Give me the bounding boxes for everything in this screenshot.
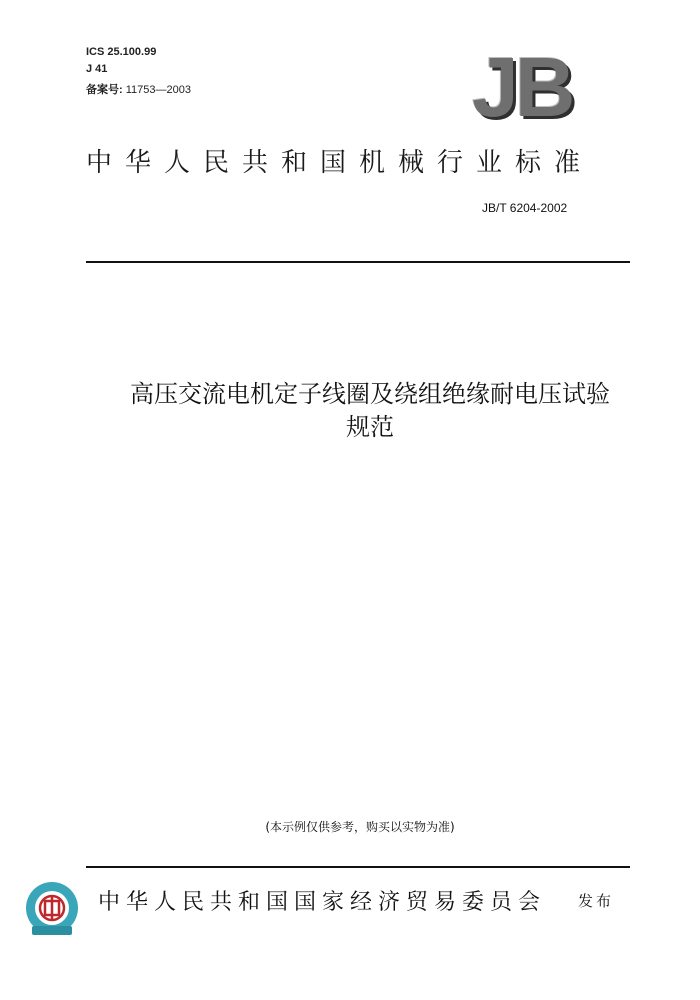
- filing-number: [86, 81, 191, 97]
- ics-code: ICS 25.100.99: [86, 46, 157, 58]
- standard-number: JB/T 6204-2002: [482, 201, 568, 215]
- standard-title: 中华人民共和国机械行业标准: [86, 148, 594, 178]
- filing-label: 备案号:: [86, 84, 123, 96]
- seal-icon: [24, 880, 80, 940]
- disclaimer: (本示例仅供参考，购买以实物为准): [265, 820, 455, 834]
- issuing-authority: 中华人民共和国国家经济贸易委员会: [98, 890, 547, 915]
- filing-value: 11753—2003: [125, 84, 191, 96]
- top-divider: [86, 261, 630, 263]
- document-title-line2: 规范: [346, 413, 394, 441]
- document-title-line1: 高压交流电机定子线圈及绕组绝缘耐电压试验: [130, 380, 610, 408]
- bottom-divider: [86, 866, 630, 868]
- jb-logo: JB: [472, 40, 572, 134]
- document-title: [40, 378, 700, 444]
- classification-code: J 41: [86, 63, 108, 75]
- issue-label: 发布: [578, 892, 615, 910]
